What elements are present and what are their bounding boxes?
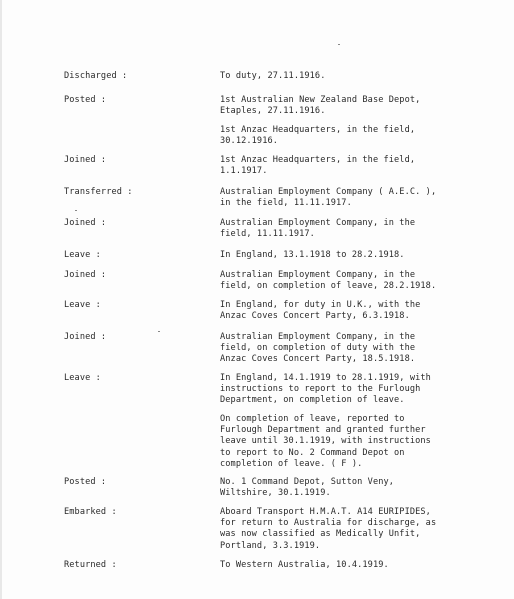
entry-label: Leave : — [64, 300, 101, 310]
paper-speck — [75, 210, 77, 211]
entry-label: Posted : — [64, 477, 107, 487]
entry-label: Leave : — [64, 373, 101, 383]
paper-speck — [338, 44, 340, 45]
entry-label: Discharged : — [64, 71, 128, 81]
entry-value: In England, 14.1.1919 to 28.1.1919, with instructions to report to the Furlough Department, on completion of leave. — [220, 373, 431, 406]
entry-value: To Western Australia, 10.4.1919. — [220, 560, 389, 570]
entry-value: Australian Employment Company, in the field, on completion of leave, 28.2.1918. — [220, 270, 437, 292]
entry-value: In England, for duty in U.K., with the Anzac Coves Concert Party, 6.3.1918. — [220, 300, 421, 322]
entry-label: Joined : — [64, 332, 107, 342]
entry-value: 1st Anzac Headquarters, in the field, 1.1.1917. — [220, 155, 416, 177]
entry-label: Transferred : — [64, 187, 133, 197]
entry-label: Embarked : — [64, 507, 117, 517]
entry-label: Joined : — [64, 270, 107, 280]
entry-label: Returned : — [64, 560, 117, 570]
entry-value: Australian Employment Company, in the field, on completion of duty with the Anzac Coves Concert Party, 18.5.1918. — [220, 332, 416, 365]
entry-value: Australian Employment Company ( A.E.C. ), in the field, 11.11.1917. — [220, 187, 437, 209]
entry-value: On completion of leave, reported to Furlough Department and granted further leave until 30.1.1919, with instructions to report to No. 2 Command Depot on completion of leave. ( F ). — [220, 414, 431, 469]
entry-label: Posted : — [64, 95, 107, 105]
entry-label: Joined : — [64, 155, 107, 165]
entry-label: Leave : — [64, 250, 101, 260]
entry-value: 1st Australian New Zealand Base Depot, Etaples, 27.11.1916. — [220, 95, 421, 117]
entry-value: Aboard Transport H.M.A.T. A14 EURIPIDES, for return to Australia for discharge, as was now classified as Medically Unfit, Portland, 3.3.1919. — [220, 507, 437, 551]
page-edge — [0, 0, 2, 599]
entry-value: Australian Employment Company, in the field, 11.11.1917. — [220, 218, 416, 240]
entry-value: 1st Anzac Headquarters, in the field, 30.12.1916. — [220, 125, 416, 147]
entry-value: No. 1 Command Depot, Sutton Veny, Wiltshire, 30.1.1919. — [220, 477, 395, 499]
entry-label: Joined : — [64, 218, 107, 228]
entry-value: To duty, 27.11.1916. — [220, 71, 326, 81]
entry-value: In England, 13.1.1918 to 28.2.1918. — [220, 250, 405, 260]
paper-speck — [158, 331, 160, 332]
